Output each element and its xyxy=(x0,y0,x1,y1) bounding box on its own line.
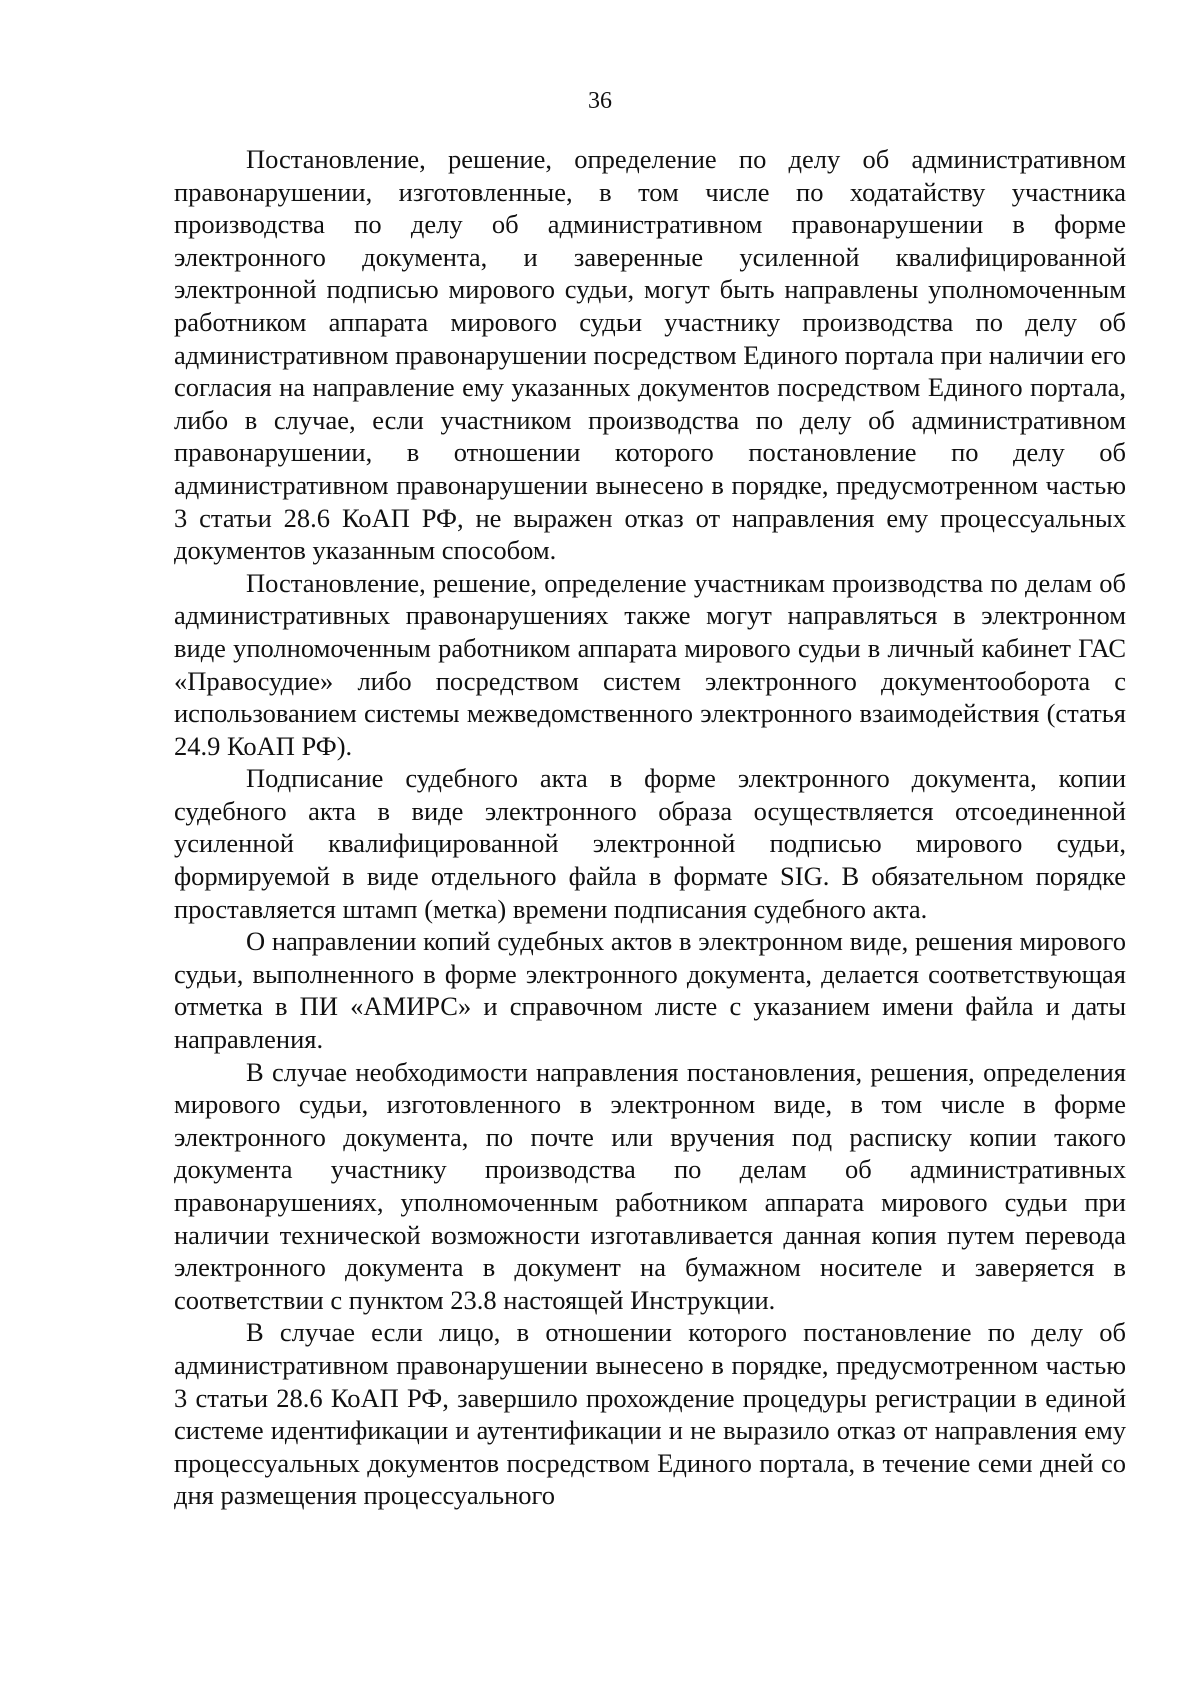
document-body xyxy=(174,143,1126,1512)
page-number: 36 xyxy=(588,88,612,114)
paragraph-5: В случае необходимости направления постановления, решения, определения мирового судьи, изготовленного в электронном виде, в том числе в форме электронного документа, по почте или вручения под расписку копии такого документа участнику производства по делам об административных правонарушениях, уполномоченным работником аппарата мирового судьи при наличии технической возможности изготавливается данная копия путем перевода электронного документа в документ на бумажном носителе и заверяется в соответствии с пунктом 23.8 настоящей Инструкции. xyxy=(174,1056,1126,1315)
paragraph-1: Постановление, решение, определение по делу об административном правонарушении, изготовленные, в том числе по ходатайству участника производства по делу об административном правонарушении в форме электронного документа, и заверенные усиленной квалифицированной электронной подписью мирового судьи, могут быть направлены уполномоченным работником аппарата мирового судьи участнику производства по делу об административном правонарушении посредством Единого портала при наличии его согласия на направление ему указанных документов посредством Единого портала, либо в случае, если участником производства по делу об административном правонарушении, в отношении которого постановление по делу об административном правонарушении вынесено в порядке, предусмотренном частью 3 статьи 28.6 КоАП РФ, не выражен отказ от направления ему процессуальных документов указанным способом. xyxy=(174,144,1126,566)
paragraph-4: О направлении копий судебных актов в электронном виде, решения мирового судьи, выполненного в форме электронного документа, делается соответствующая отметка в ПИ «АМИРС» и справочном листе с указанием имени файла и даты направления. xyxy=(174,926,1126,1055)
paragraph-2: Постановление, решение, определение участникам производства по делам об административных правонарушениях также могут направляться в электронном виде уполномоченным работником аппарата мирового судьи в личный кабинет ГАС «Правосудие» либо посредством систем электронного документооборота с использованием системы межведомственного электронного взаимодействия (статья 24.9 КоАП РФ). xyxy=(174,567,1126,761)
paragraph-6: В случае если лицо, в отношении которого постановление по делу об административном правонарушении вынесено в порядке, предусмотренном частью 3 статьи 28.6 КоАП РФ, завершило прохождение процедуры регистрации в единой системе идентификации и аутентификации и не выразило отказ от направления ему процессуальных документов посредством Единого портала, в течение семи дней со дня размещения процессуального xyxy=(174,1317,1126,1511)
paragraph-3: Подписание судебного акта в форме электронного документа, копии судебного акта в виде электронного образа осуществляется отсоединенной усиленной квалифицированной электронной подписью мирового судьи, формируемой в виде отдельного файла в формате SIG. В обязательном порядке проставляется штамп (метка) времени подписания судебного акта. xyxy=(174,763,1126,924)
